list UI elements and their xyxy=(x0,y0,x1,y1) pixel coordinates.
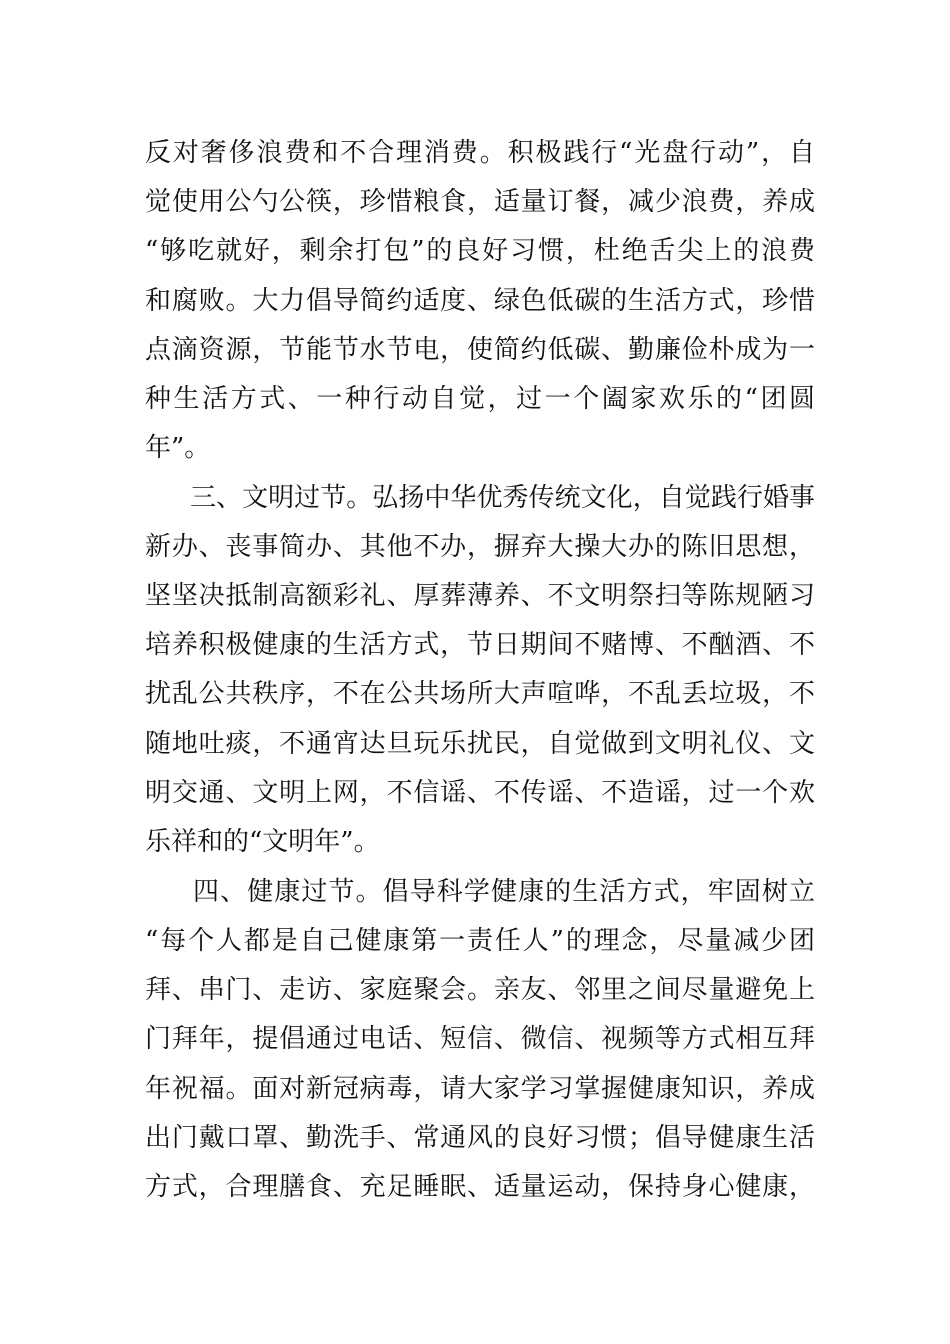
text-line: 种生活方式、一种行动自觉，过一个阖家欢乐的“团圆 xyxy=(145,384,815,414)
text-line: 反对奢侈浪费和不合理消费。积极践行“光盘行动”，自 xyxy=(145,138,815,168)
text-line: 扰乱公共秩序，不在公共场所大声喧哗，不乱丢垃圾，不 xyxy=(145,679,815,709)
text-line: 随地吐痰，不通宵达旦玩乐扰民，自觉做到文明礼仪、文 xyxy=(145,729,815,759)
text-line: “够吃就好，剩余打包”的良好习惯，杜绝舌尖上的浪费 xyxy=(145,236,815,266)
text-line: 觉使用公勺公筷，珍惜粮食，适量订餐，减少浪费，养成 xyxy=(145,187,815,217)
paragraph-heading-line: 四、健康过节。倡导科学健康的生活方式，牢固树立 xyxy=(193,877,815,907)
text-line: 乐祥和的“文明年”。 xyxy=(145,827,380,857)
paragraph-heading-line: 三、文明过节。弘扬中华优秀传统文化，自觉践行婚事 xyxy=(190,483,815,513)
text-line: 方式，合理膳食、充足睡眠、适量运动，保持身心健康， xyxy=(145,1172,815,1202)
text-line: 年祝福。面对新冠病毒，请大家学习掌握健康知识，养成 xyxy=(145,1074,815,1104)
text-line: 坚坚决抵制高额彩礼、厚葬薄养、不文明祭扫等陈规陋习 xyxy=(145,581,815,611)
text-line: 年”。 xyxy=(145,433,211,463)
text-line: 点滴资源，节能节水节电，使简约低碳、勤廉俭朴成为一 xyxy=(145,335,815,365)
text-line: 培养积极健康的生活方式，节日期间不赌博、不酗酒、不 xyxy=(145,630,815,660)
text-line: 和腐败。大力倡导简约适度、绿色低碳的生活方式，珍惜 xyxy=(145,286,815,316)
text-line: 出门戴口罩、勤洗手、常通风的良好习惯；倡导健康生活 xyxy=(145,1123,815,1153)
text-line: 明交通、文明上网，不信谣、不传谣、不造谣，过一个欢 xyxy=(145,778,815,808)
text-line: 拜、串门、走访、家庭聚会。亲友、邻里之间尽量避免上 xyxy=(145,975,815,1005)
text-line: “每个人都是自己健康第一责任人”的理念，尽量减少团 xyxy=(145,926,815,956)
text-line: 新办、丧事简办、其他不办，摒弃大操大办的陈旧思想， xyxy=(145,532,815,562)
text-line: 门拜年，提倡通过电话、短信、微信、视频等方式相互拜 xyxy=(145,1024,815,1054)
